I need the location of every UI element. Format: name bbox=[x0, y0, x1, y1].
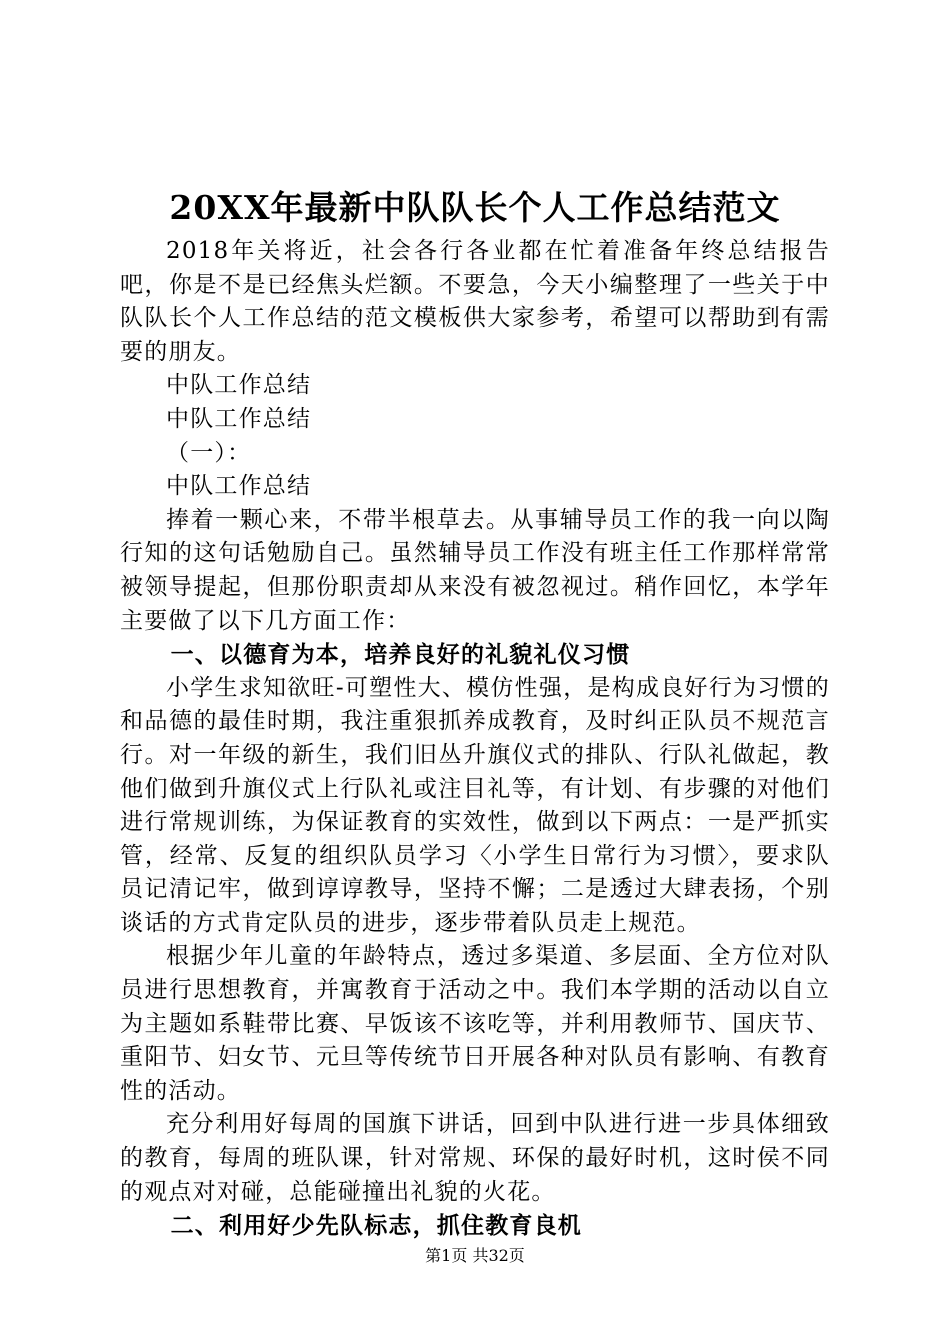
body-paragraph: 小学生求知欲旺-可塑性大、模仿性强，是构成良好行为习惯的和品德的最佳时期，我注重狠抓养成教育，及时纠正队员不规范言行。对一年级的新生，我们旧丛升旗仪式的排队、行队礼做起，教他们做到升旗仪式上行队礼或注目礼等，有计划、有步骤的对他们进行常规训练，为保证教育的实效性，做到以下两点：一是严抓实管，经常、反复的组织队员学习〈小学生日常行为习惯〉，要求队员记清记牢，做到谆谆教导，坚持不懈；二是透过大肆表扬，个别谈话的方式肯定队员的进步，逐步带着队员走上规范。 bbox=[120, 674, 830, 936]
body-paragraph: 充分利用好每周的国旗下讲话，回到中队进行进一步具体细致的教育，每周的班队课，针对常规、环保的最好时机，这时侯不同的观点对对碰，总能碰撞出礼貌的火花。 bbox=[120, 1111, 830, 1205]
body-paragraph: 捧着一颗心来，不带半根草去。从事辅导员工作的我一向以陶行知的这句话勉励自己。虽然辅导员工作没有班主任工作那样常常被领导提起，但那份职责却从来没有被忽视过。稍作回忆，本学年主要做了以下几方面工作： bbox=[120, 506, 830, 634]
page-footer: 第1页 共32页 bbox=[425, 1246, 525, 1265]
section-label: 中队工作总结 bbox=[166, 473, 312, 500]
document-title: 20XX年最新中队队长个人工作总结范文 bbox=[169, 188, 781, 227]
document-body bbox=[120, 235, 830, 1243]
section-label: 中队工作总结 bbox=[166, 372, 312, 399]
section-label: 中队工作总结 bbox=[166, 405, 312, 432]
body-paragraph: 根据少年儿童的年龄特点，透过多渠道、多层面、全方位对队员进行思想教育，并寓教育于活动之中。我们本学期的活动以自立为主题如系鞋带比赛、早饭该不该吃等，并利用教师节、国庆节、重阳节、妇女节、元旦等传统节日开展各种对队员有影响、有教育性的活动。 bbox=[120, 943, 830, 1104]
section-number: （一）： bbox=[166, 439, 252, 466]
section-heading: 一、以德育为本，培养良好的礼貌礼仪习惯 bbox=[170, 641, 631, 669]
section-heading: 二、利用好少先队标志，抓住教育良机 bbox=[170, 1212, 582, 1240]
intro-paragraph: 2018年关将近，社会各行各业都在忙着准备年终总结报告吧，你是不是已经焦头烂额。不要急，今天小编整理了一些关于中队队长个人工作总结的范文模板供大家参考，希望可以帮助到有需要的朋友。 bbox=[120, 238, 830, 365]
